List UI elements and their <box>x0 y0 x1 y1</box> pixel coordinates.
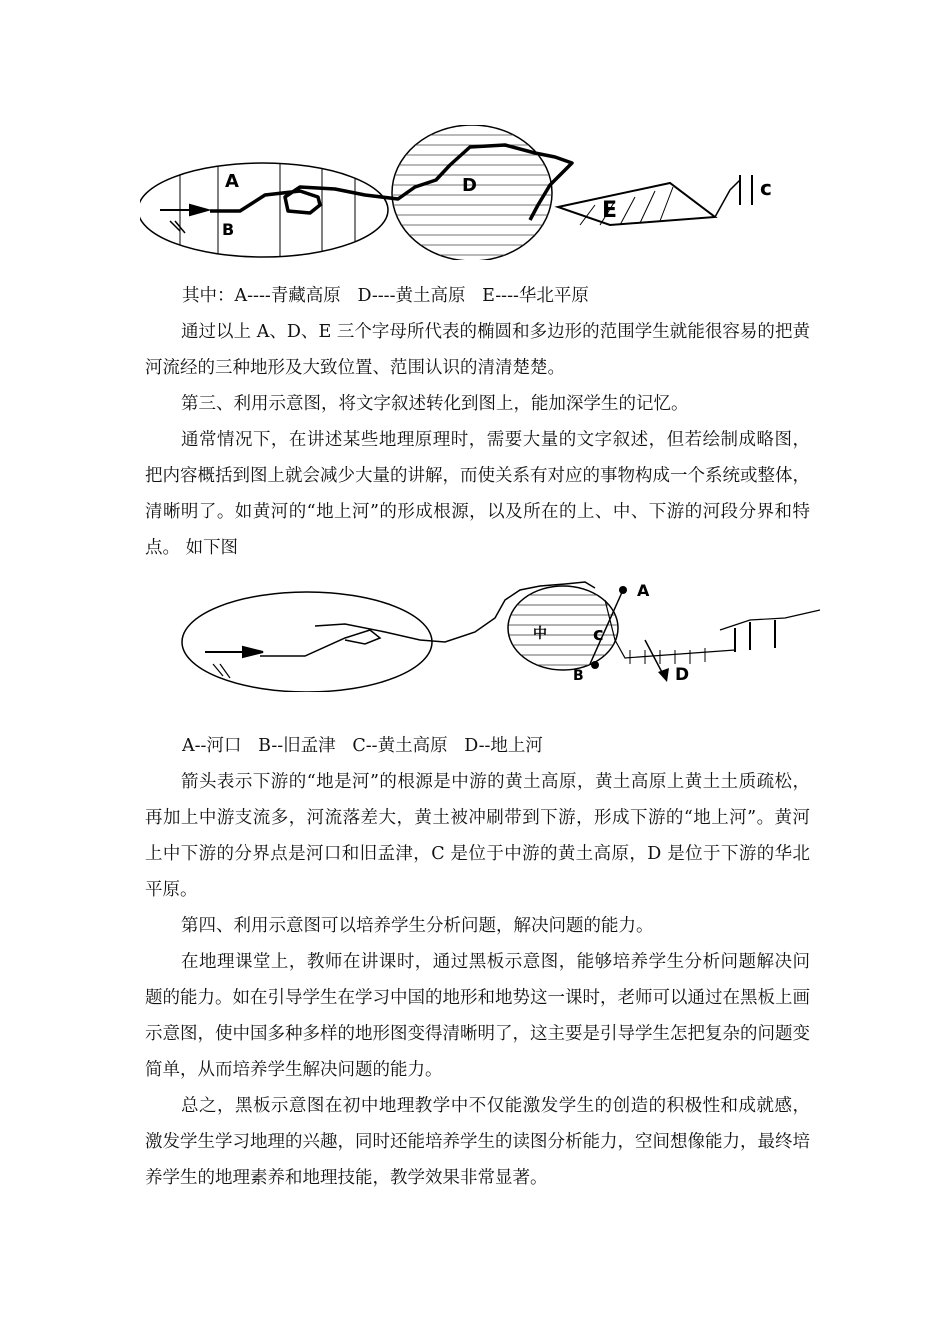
point-b <box>591 661 599 669</box>
label-e: E <box>602 198 618 223</box>
label-d: D <box>675 665 690 685</box>
yellow-river-path <box>210 145 572 220</box>
arrow-glyph <box>160 205 208 215</box>
label-c: c <box>760 176 772 200</box>
paragraph-6: 在地理课堂上，教师在讲课时，通过黑板示意图，能够培养学生分析问题解决问题的能力。如在引导学生在学习中国的地形和地势这一课时，老师可以通过在黑板上画示意图，使中国多种多样的地形图变得清晰明了，这主要是引导学生怎把复杂的问题变简单，从而培养学生解决问题的能力。 <box>145 952 810 1080</box>
ellipse-upper-reach <box>182 592 432 692</box>
figure-1-caption: 其中：A----青藏高原 D----黄土高原 E----华北平原 <box>182 286 589 306</box>
label-b: B <box>222 220 235 239</box>
label-b: B <box>573 668 584 684</box>
label-a: A <box>225 171 239 192</box>
label-zhong: 中 <box>533 626 547 642</box>
point-a <box>619 586 627 594</box>
paragraph-4: 箭头表示下游的“地是河”的根源是中游的黄土高原，黄土高原上黄土土质疏松，再加上中游支流多，河流落差大，黄土被冲刷带到下游，形成下游的“地上河”。黄河上中下游的分界点是河口和旧孟津，C 是位于中游的黄土高原，D 是位于下游的华北平原。 <box>145 772 810 900</box>
paragraph-3: 通常情况下，在讲述某些地理原理时，需要大量的文字叙述，但若绘制成略图，把内容概括到图上就会减少大量的讲解，而使关系有对应的事物构成一个系统或整体，清晰明了。如黄河的“地上河”的形成根源，以及所在的上、中、下游的河段分界和特点。 如下图 <box>145 430 810 558</box>
figure-2-diagram <box>175 580 825 692</box>
paragraph-7: 总之，黑板示意图在初中地理教学中不仅能激发学生的创造的积极性和成就感，激发学生学习地理的兴趣，同时还能培养学生的读图分析能力，空间想像能力，最终培养学生的地理素养和地理技能，教学效果非常显著。 <box>145 1096 810 1188</box>
figure-2-caption: A--河口 B--旧孟津 C--黄土高原 D--地上河 <box>182 736 543 756</box>
figure-1-diagram <box>140 125 790 260</box>
polygon-e <box>558 183 715 225</box>
label-c: c <box>593 624 604 645</box>
label-a: A <box>637 581 650 600</box>
paragraph-5: 第四、利用示意图可以培养学生分析问题，解决问题的能力。 <box>181 916 654 936</box>
paragraph-1: 通过以上 A、D、E 三个字母所代表的椭圆和多边形的范围学生就能很容易的把黄河流经的三种地形及大致位置、范围认识的清清楚楚。 <box>145 322 810 378</box>
label-d: D <box>462 175 477 196</box>
paragraph-2: 第三、利用示意图，将文字叙述转化到图上，能加深学生的记忆。 <box>181 394 689 414</box>
